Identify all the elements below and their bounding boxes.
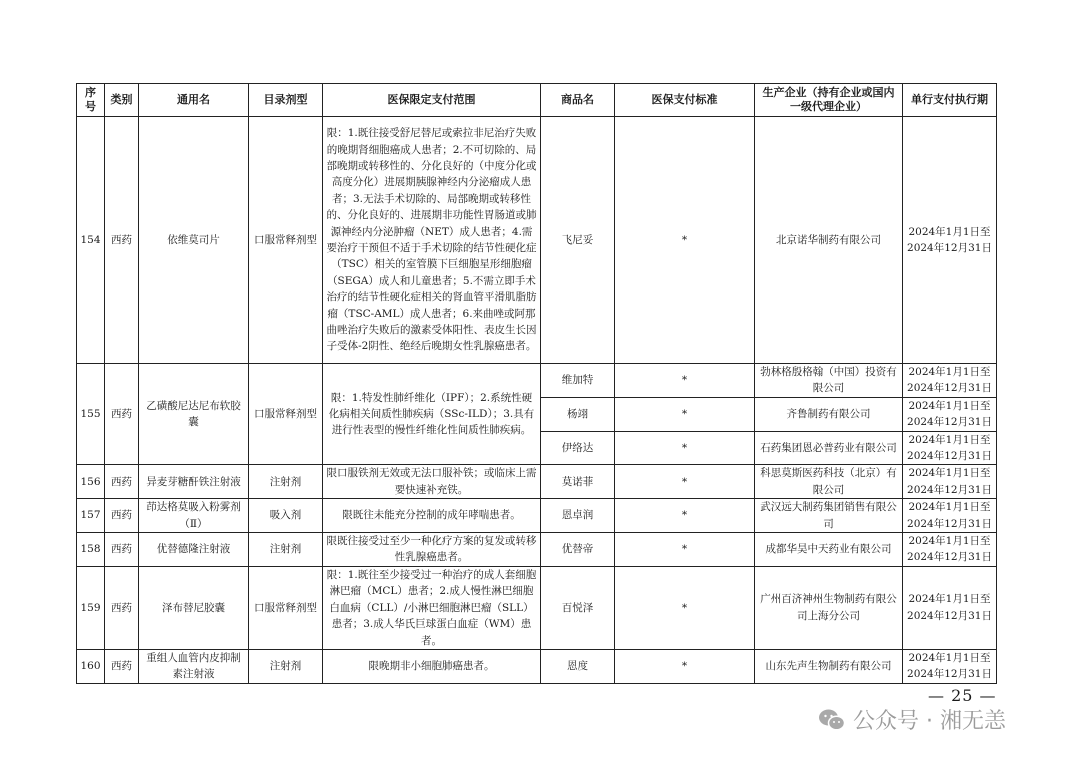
row-period: 2024年1月1日至2024年12月31日 [903,649,997,683]
row-no: 160 [77,649,105,683]
row-company: 齐鲁制药有限公司 [755,397,903,431]
row-no: 159 [77,566,105,649]
row-company: 广州百济神州生物制药有限公司上海分公司 [755,566,903,649]
table-row [77,533,997,567]
row-standard: * [615,566,755,649]
row-generic: 茚达格莫吸入粉雾剂（Ⅱ） [139,499,249,533]
header-scope: 医保限定支付范围 [323,84,541,117]
row-period: 2024年1月1日至2024年12月31日 [903,566,997,649]
row-brand: 维加特 [541,364,615,398]
table-row [77,499,997,533]
row-generic: 优替德隆注射液 [139,533,249,567]
row-form: 口服常释剂型 [249,566,323,649]
row-category: 西药 [105,465,139,499]
row-period: 2024年1月1日至2024年12月31日 [903,465,997,499]
row-company: 成都华昊中天药业有限公司 [755,533,903,567]
row-brand: 百悦泽 [541,566,615,649]
row-form: 口服常释剂型 [249,364,323,465]
row-company: 武汉远大制药集团销售有限公司 [755,499,903,533]
row-form: 注射剂 [249,649,323,683]
row-standard: * [615,364,755,398]
row-no: 156 [77,465,105,499]
row-brand: 莫诺菲 [541,465,615,499]
row-standard: * [615,431,755,465]
row-form: 吸入剂 [249,499,323,533]
row-scope: 限既往未能充分控制的成年哮喘患者。 [323,499,541,533]
row-company: 勃林格殷格翰（中国）投资有限公司 [755,364,903,398]
page-number: — 25 — [928,686,997,705]
header-category: 类别 [105,84,139,117]
row-brand: 杨翊 [541,397,615,431]
table-row [77,649,997,683]
row-category: 西药 [105,533,139,567]
row-scope: 限口服铁剂无效或无法口服补铁；或临床上需要快速补充铁。 [323,465,541,499]
row-brand: 恩度 [541,649,615,683]
row-category: 西药 [105,649,139,683]
row-period: 2024年1月1日至2024年12月31日 [903,431,997,465]
row-period: 2024年1月1日至2024年12月31日 [903,533,997,567]
row-brand: 优替帝 [541,533,615,567]
row-no: 157 [77,499,105,533]
row-company: 北京诺华制药有限公司 [755,117,903,364]
row-period: 2024年1月1日至2024年12月31日 [903,117,997,364]
row-form: 口服常释剂型 [249,117,323,364]
row-brand: 飞尼妥 [541,117,615,364]
row-form: 注射剂 [249,533,323,567]
row-generic: 乙磺酸尼达尼布软胶囊 [139,364,249,465]
row-period: 2024年1月1日至2024年12月31日 [903,499,997,533]
row-company: 山东先声生物制药有限公司 [755,649,903,683]
header-no: 序号 [77,84,105,117]
row-no: 158 [77,533,105,567]
row-category: 西药 [105,499,139,533]
row-form: 注射剂 [249,465,323,499]
row-generic: 异麦芽糖酐铁注射液 [139,465,249,499]
row-generic: 泽布替尼胶囊 [139,566,249,649]
watermark-text: 公众号 · 湘无恙 [853,709,1006,734]
row-brand: 伊络达 [541,431,615,465]
row-standard: * [615,397,755,431]
header-form: 目录剂型 [249,84,323,117]
header-brand: 商品名 [541,84,615,117]
header-generic: 通用名 [139,84,249,117]
row-scope: 限：1.既往至少接受过一种治疗的成人套细胞淋巴瘤（MCL）患者；2.成人慢性淋巴细胞白血病（CLL）/小淋巴细胞淋巴瘤（SLL）患者；3.成人华氏巨球蛋白血症（WM）患者。 [323,566,541,649]
row-standard: * [615,117,755,364]
row-category: 西药 [105,364,139,465]
row-period: 2024年1月1日至2024年12月31日 [903,364,997,398]
header-company: 生产企业（持有企业或国内一级代理企业） [755,84,903,117]
row-generic: 依维莫司片 [139,117,249,364]
row-period: 2024年1月1日至2024年12月31日 [903,397,997,431]
row-company: 石药集团恩必普药业有限公司 [755,431,903,465]
row-no: 154 [77,117,105,364]
header-period: 单行支付执行期 [903,84,997,117]
row-scope: 限晚期非小细胞肺癌患者。 [323,649,541,683]
row-scope: 限：1.特发性肺纤维化（IPF）；2.系统性硬化病相关间质性肺疾病（SSc-ILD）；3.具有进行性表型的慢性纤维化性间质性肺疾病。 [323,364,541,465]
header-standard: 医保支付标准 [615,84,755,117]
wechat-icon [818,708,846,732]
row-standard: * [615,465,755,499]
row-scope: 限：1.既往接受舒尼替尼或索拉非尼治疗失败的晚期肾细胞癌成人患者；2.不可切除的、局部晚期或转移性的、分化良好的（中度分化或高度分化）进展期胰腺神经内分泌瘤成人患者；3.无法手术切除的、局部晚期或转移性的、分化良好的、进展期非功能性胃肠道或肺源神经内分泌肿瘤（NET）成人患者；4.需要治疗干预但不适于手术切除的结节性硬化症（TSC）相关的室管膜下巨细胞星形细胞瘤（SEGA）成人和儿童患者；5.不需立即手术治疗的结节性硬化症相关的肾血管平滑肌脂肪瘤（TSC-AML）成人患者；6.来曲唑或阿那曲唑治疗失败后的激素受体阳性、表皮生长因子受体-2阴性、绝经后晚期女性乳腺癌患者。 [323,117,541,364]
row-category: 西药 [105,566,139,649]
table-row [77,117,997,364]
row-no: 155 [77,364,105,465]
row-scope: 限既往接受过至少一种化疗方案的复发或转移性乳腺癌患者。 [323,533,541,567]
row-generic: 重组人血管内皮抑制素注射液 [139,649,249,683]
watermark [818,704,1006,735]
table-row [77,566,997,649]
table-row [77,465,997,499]
row-company: 科思莫斯医药科技（北京）有限公司 [755,465,903,499]
row-standard: * [615,649,755,683]
row-brand: 恩卓润 [541,499,615,533]
row-standard: * [615,533,755,567]
row-standard: * [615,499,755,533]
table-row [77,364,997,398]
row-category: 西药 [105,117,139,364]
table-header-row [77,84,997,117]
drug-table [76,83,997,684]
